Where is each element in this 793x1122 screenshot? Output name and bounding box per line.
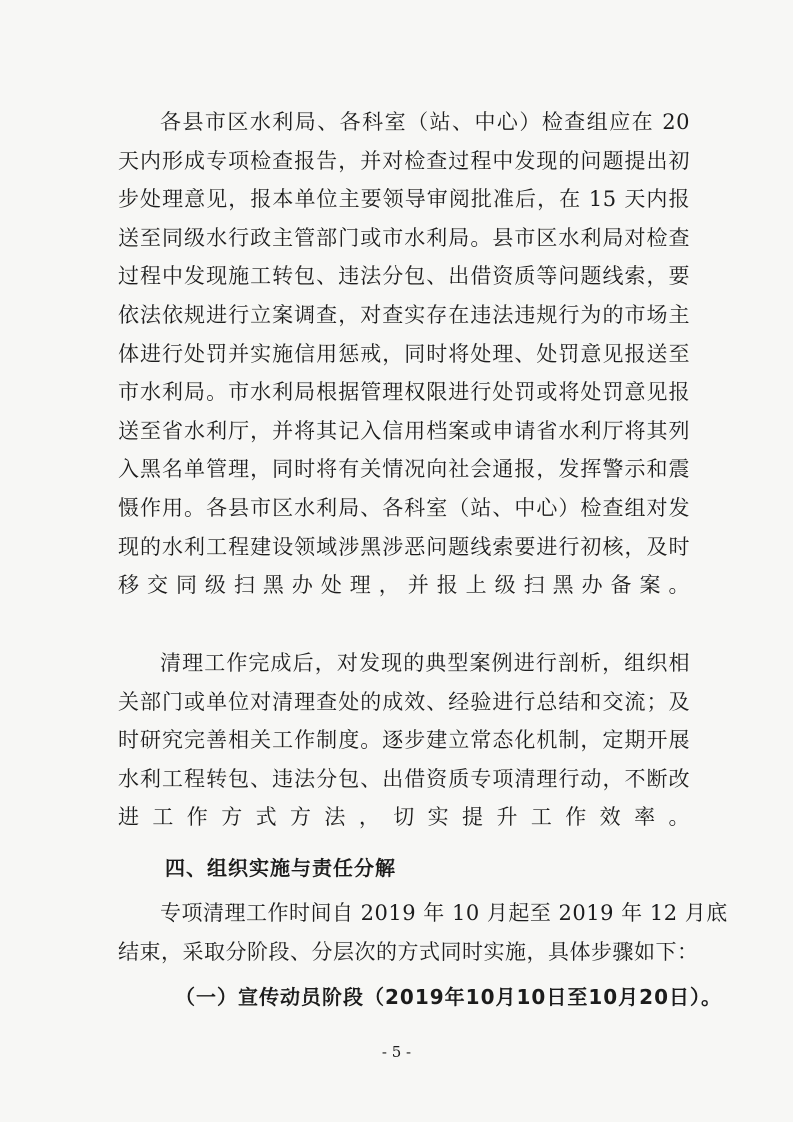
text-line: 清理工作完成后，对发现的典型案例进行剖析，组织相	[160, 651, 690, 675]
text-line: 专项清理工作时间自 2019 年 10 月起至 2019 年 12 月底	[160, 901, 728, 925]
subsection-heading: （一）宣传动员阶段（2019年10月10日至10月20日）。	[175, 985, 722, 1009]
text-line: 慑作用。各县市区水利局、各科室（站、中心）检查组对发	[118, 495, 690, 520]
text-line: 时研究完善相关工作制度。逐步建立常态化机制，定期开展	[118, 728, 690, 753]
text-line: 送至同级水行政主管部门或市水利局。县市区水利局对检查	[118, 225, 690, 250]
text-line: 市水利局。市水利局根据管理权限进行处罚或将处罚意见报	[118, 380, 690, 405]
text-line: 入黑名单管理，同时将有关情况向社会通报，发挥警示和震	[118, 457, 690, 482]
section-heading: 四、组织实施与责任分解	[165, 856, 396, 880]
page-number: - 5 -	[381, 1043, 412, 1061]
paragraph-inspection-report	[118, 103, 690, 605]
text-line: 现的水利工程建设领域涉黑涉恶问题线索要进行初核，及时	[118, 534, 690, 559]
text-line: 进工作方式方法，切实提升工作效率。	[118, 805, 690, 830]
text-line: 体进行处罚并实施信用惩戒，同时将处理、处罚意见报送至	[118, 341, 690, 366]
text-line: 各县市区水利局、各科室（站、中心）检查组应在 20	[160, 110, 690, 134]
paragraph-schedule	[118, 894, 728, 971]
text-line: 步处理意见，报本单位主要领导审阅批准后，在 15 天内报	[118, 187, 690, 212]
text-line: 关部门或单位对清理查处的成效、经验进行总结和交流；及	[118, 689, 690, 714]
text-line: 过程中发现施工转包、违法分包、出借资质等问题线索，要	[118, 264, 690, 289]
text-line: 天内形成专项检查报告，并对检查过程中发现的问题提出初	[118, 148, 690, 173]
text-line: 结束，采取分阶段、分层次的方式同时实施，具体步骤如下：	[118, 939, 699, 964]
text-line: 水利工程转包、违法分包、出借资质专项清理行动，不断改	[118, 766, 690, 791]
text-line: 送至省水利厅，并将其记入信用档案或申请省水利厅将其列	[118, 418, 690, 443]
text-line: 依法依规进行立案调查，对查实存在违法违规行为的市场主	[118, 302, 690, 327]
paragraph-summary	[118, 644, 690, 837]
text-line: 移交同级扫黑办处理，并报上级扫黑办备案。	[118, 573, 690, 598]
